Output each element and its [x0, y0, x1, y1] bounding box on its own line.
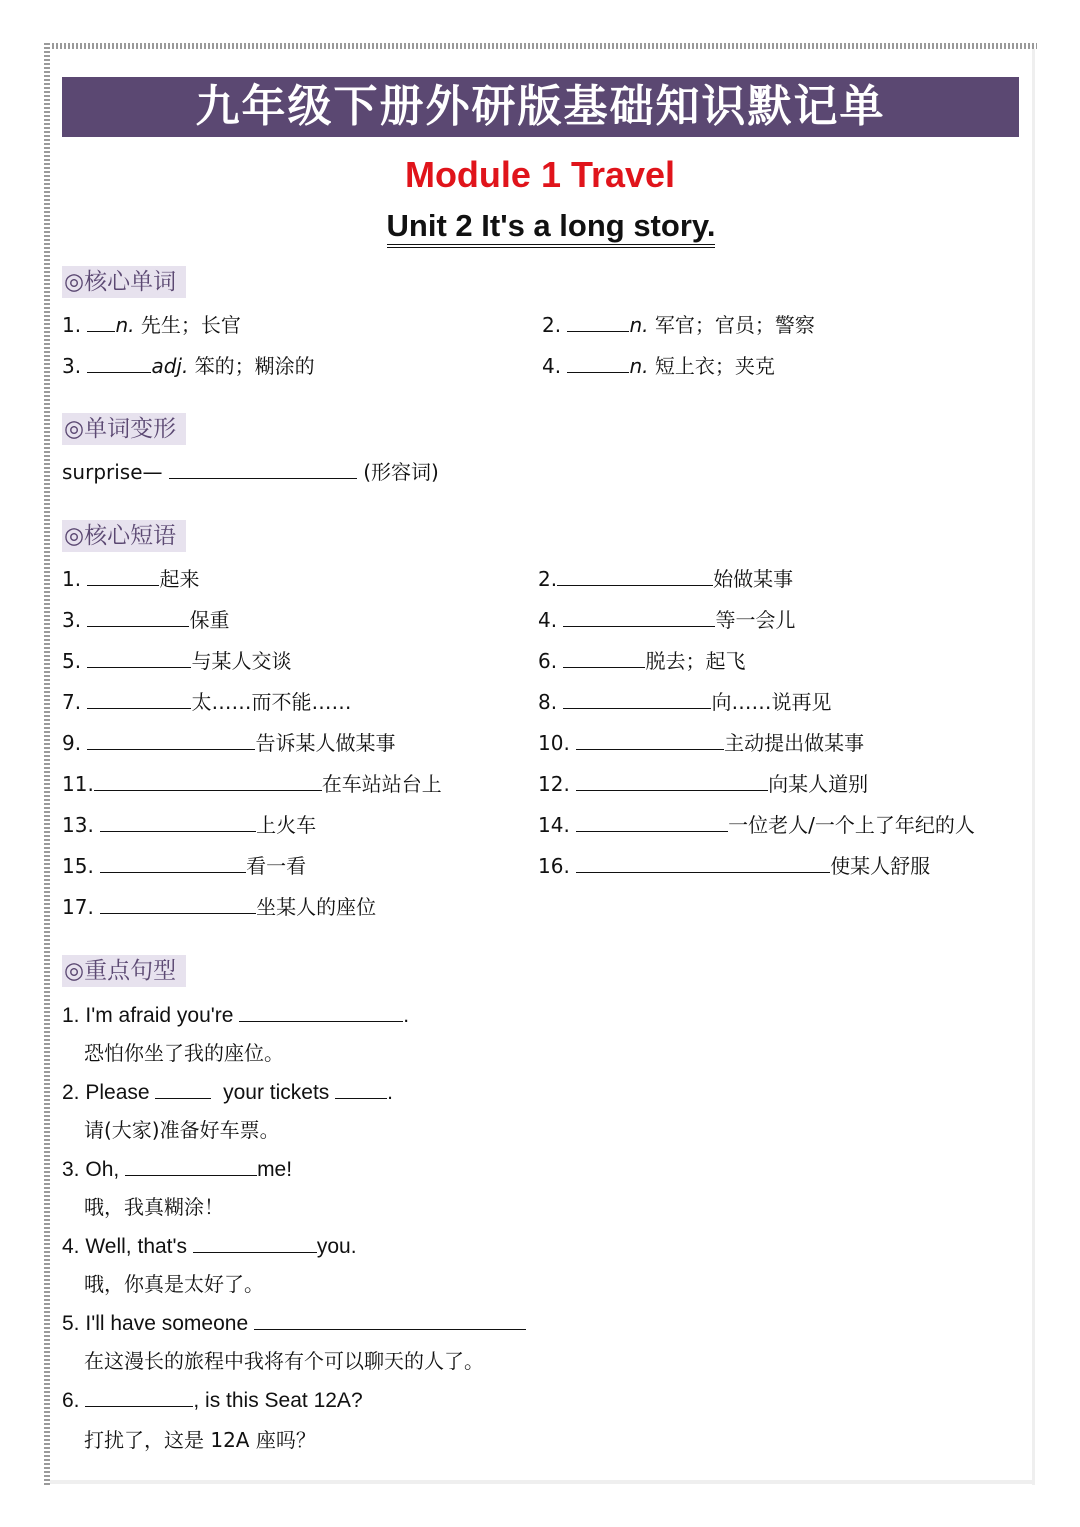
- phrase-item-2: [538, 565, 793, 593]
- answer-blank[interactable]: [193, 1234, 317, 1253]
- sentence-text: I'm afraid you're: [85, 1004, 234, 1027]
- base-word: surprise—: [62, 460, 163, 484]
- part-of-speech: n.: [115, 313, 135, 337]
- answer-blank[interactable]: [87, 649, 191, 668]
- phrase-meaning: 起来: [159, 567, 200, 591]
- word-meaning: 军官；官员；警察: [654, 313, 815, 337]
- answer-blank[interactable]: [576, 731, 724, 750]
- phrase-meaning: 告诉某人做某事: [255, 731, 396, 755]
- item-number: 2.: [542, 313, 562, 337]
- item-number: 3.: [62, 1158, 80, 1181]
- unit-title: [0, 206, 1080, 246]
- sentence-text: me!: [257, 1158, 293, 1181]
- word-item-2: [542, 311, 815, 339]
- phrase-item-15: [62, 852, 306, 880]
- answer-blank[interactable]: [335, 1080, 387, 1099]
- word-meaning: 先生；长官: [140, 313, 241, 337]
- phrase-item-1: [62, 565, 199, 593]
- sentence-text: Well, that's: [85, 1235, 188, 1258]
- item-number: 16.: [538, 854, 570, 878]
- phrase-meaning: 看一看: [246, 854, 307, 878]
- page-border-bottom: [50, 1480, 1035, 1484]
- sentence-text: Oh,: [85, 1158, 120, 1181]
- sentence-item-1: [62, 1002, 409, 1030]
- section-heading-key-sentences: ◎重点句型: [62, 955, 186, 987]
- answer-blank[interactable]: [94, 772, 322, 791]
- phrase-item-7: [62, 688, 351, 716]
- sentence-text: .: [403, 1004, 410, 1027]
- sentence-item-5: [62, 1310, 526, 1338]
- sentence-text: Please: [85, 1081, 150, 1104]
- phrase-meaning: 向某人道别: [768, 772, 869, 796]
- phrase-meaning: 脱去；起飞: [645, 649, 746, 673]
- item-number: 2.: [538, 567, 558, 591]
- sentence-translation-2: 请(大家)准备好车票。: [84, 1118, 280, 1142]
- answer-blank[interactable]: [567, 354, 629, 373]
- answer-blank[interactable]: [100, 895, 256, 914]
- item-number: 1.: [62, 313, 82, 337]
- item-number: 1.: [62, 1004, 80, 1027]
- item-number: 4.: [62, 1235, 80, 1258]
- item-number: 11.: [62, 772, 94, 796]
- phrase-item-6: [538, 647, 745, 675]
- answer-blank[interactable]: [576, 813, 728, 832]
- item-number: 3.: [62, 354, 82, 378]
- sentence-item-6: [62, 1387, 363, 1415]
- page-title: 九年级下册外研版基础知识默记单: [62, 77, 1019, 137]
- answer-blank[interactable]: [85, 1388, 193, 1407]
- sentence-text: , is this Seat 12A?: [193, 1389, 363, 1412]
- item-number: 9.: [62, 731, 82, 755]
- phrase-item-13: [62, 811, 316, 839]
- phrase-item-8: [538, 688, 831, 716]
- item-number: 4.: [538, 608, 558, 632]
- sentence-translation-5: 在这漫长的旅程中我将有个可以聊天的人了。: [84, 1349, 484, 1373]
- word-item-4: [542, 352, 775, 380]
- sentence-translation-1: 恐怕你坐了我的座位。: [84, 1041, 284, 1065]
- item-number: 13.: [62, 813, 94, 837]
- phrase-item-4: [538, 606, 795, 634]
- phrase-meaning: 上火车: [256, 813, 317, 837]
- part-of-speech: n.: [629, 354, 649, 378]
- answer-blank[interactable]: [100, 813, 256, 832]
- phrase-item-3: [62, 606, 229, 634]
- answer-blank[interactable]: [87, 608, 189, 627]
- phrase-meaning: 一位老人/一个上了年纪的人: [728, 813, 975, 837]
- answer-blank[interactable]: [87, 354, 151, 373]
- answer-blank[interactable]: [576, 854, 830, 873]
- item-number: 7.: [62, 690, 82, 714]
- item-number: 12.: [538, 772, 570, 796]
- item-number: 14.: [538, 813, 570, 837]
- phrase-item-16: [538, 852, 930, 880]
- section-heading-core-phrases: ◎核心短语: [62, 520, 186, 552]
- item-number: 5.: [62, 649, 82, 673]
- phrase-meaning: 始做某事: [713, 567, 794, 591]
- word-item-1: [62, 311, 241, 339]
- word-meaning: 短上衣；夹克: [654, 354, 775, 378]
- answer-blank[interactable]: [563, 690, 711, 709]
- answer-blank[interactable]: [100, 854, 246, 873]
- phrase-item-12: [538, 770, 868, 798]
- answer-blank[interactable]: [239, 1003, 403, 1022]
- phrase-meaning: 向……说再见: [711, 690, 832, 714]
- part-of-speech: n.: [629, 313, 649, 337]
- sentence-text: your tickets: [223, 1081, 330, 1104]
- item-number: 4.: [542, 354, 562, 378]
- phrase-item-10: [538, 729, 864, 757]
- word-form-item: [62, 458, 439, 486]
- phrase-meaning: 保重: [189, 608, 230, 632]
- part-of-speech: adj.: [151, 354, 189, 378]
- item-number: 10.: [538, 731, 570, 755]
- form-note: (形容词): [363, 460, 439, 484]
- item-number: 6.: [538, 649, 558, 673]
- sentence-translation-3: 哦，我真糊涂！: [84, 1195, 224, 1219]
- sentence-text: I'll have someone: [85, 1312, 249, 1335]
- phrase-meaning: 使某人舒服: [830, 854, 931, 878]
- sentence-item-3: [62, 1156, 292, 1184]
- answer-blank[interactable]: [557, 567, 713, 586]
- word-item-3: [62, 352, 315, 380]
- section-heading-core-words: ◎核心单词: [62, 266, 186, 298]
- item-number: 3.: [62, 608, 82, 632]
- sentence-translation-4: 哦，你真是太好了。: [84, 1272, 264, 1296]
- answer-blank[interactable]: [576, 772, 768, 791]
- module-title: Module 1 Travel: [404, 154, 676, 195]
- item-number: 5.: [62, 1312, 80, 1335]
- answer-blank[interactable]: [169, 460, 357, 479]
- sentence-text: .: [387, 1081, 393, 1104]
- unit-title-text: Unit 2 It's a long story.: [387, 208, 716, 248]
- answer-blank[interactable]: [254, 1311, 526, 1330]
- answer-blank[interactable]: [87, 731, 255, 750]
- answer-blank[interactable]: [563, 649, 645, 668]
- phrase-item-17: [62, 893, 376, 921]
- phrase-item-5: [62, 647, 291, 675]
- item-number: 6.: [62, 1389, 80, 1412]
- answer-blank[interactable]: [567, 313, 629, 332]
- page-border-left: [44, 43, 50, 1485]
- answer-blank[interactable]: [87, 313, 115, 332]
- phrase-meaning: 坐某人的座位: [256, 895, 377, 919]
- answer-blank[interactable]: [155, 1080, 211, 1099]
- phrase-meaning: 在车站站台上: [321, 772, 442, 796]
- item-number: 1.: [62, 567, 82, 591]
- answer-blank[interactable]: [87, 690, 191, 709]
- phrase-item-11: [62, 770, 442, 798]
- sentence-text: you.: [316, 1235, 357, 1258]
- item-number: 17.: [62, 895, 94, 919]
- section-heading-word-forms: ◎单词变形: [62, 413, 186, 445]
- phrase-meaning: 太……而不能……: [191, 690, 352, 714]
- page-border-right: [1032, 49, 1035, 1485]
- item-number: 2.: [62, 1081, 80, 1104]
- item-number: 15.: [62, 854, 94, 878]
- phrase-item-9: [62, 729, 395, 757]
- sentence-translation-6: 打扰了，这是 12A 座吗？: [84, 1428, 316, 1452]
- page-border-top: [44, 43, 1037, 49]
- answer-blank[interactable]: [563, 608, 715, 627]
- phrase-meaning: 主动提出做某事: [724, 731, 865, 755]
- word-meaning: 笨的；糊涂的: [194, 354, 315, 378]
- phrase-meaning: 与某人交谈: [191, 649, 292, 673]
- answer-blank[interactable]: [87, 567, 159, 586]
- phrase-item-14: [538, 811, 975, 839]
- answer-blank[interactable]: [125, 1157, 257, 1176]
- sentence-item-4: [62, 1233, 357, 1261]
- phrase-meaning: 等一会儿: [715, 608, 796, 632]
- sentence-item-2: [62, 1079, 393, 1107]
- item-number: 8.: [538, 690, 558, 714]
